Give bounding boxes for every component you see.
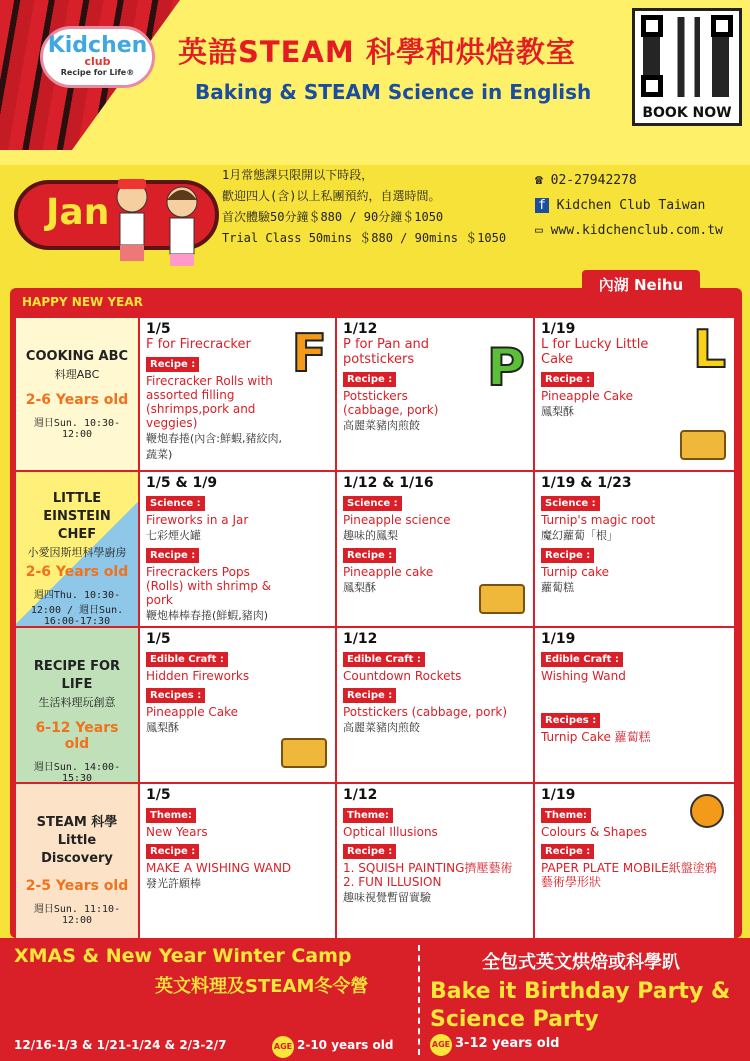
lesson-cell: [140, 628, 335, 782]
craft-text: Countdown Rockets: [343, 669, 462, 683]
lesson-date: 1/5: [146, 631, 171, 647]
class-time: 週日Sun. 14:00-15:30: [33, 762, 121, 782]
science-tag: Science :: [343, 496, 402, 511]
recipe-text: PAPER PLATE MOBILE紙盤塗鴉藝術學形狀: [541, 861, 717, 889]
science-zh: 趣味的鳳梨: [343, 529, 398, 542]
recipe-zh: 鳳梨酥: [343, 581, 376, 594]
recipe-text: Pineapple Cake: [541, 389, 634, 403]
info-line: 1月常態課只限開以下時段，: [222, 168, 374, 182]
lesson-date: 1/12: [343, 321, 378, 337]
qr-corner-icon: [641, 75, 663, 97]
recipe-text: Turnip cake: [541, 565, 610, 579]
phone-icon: ☎: [535, 173, 551, 188]
letter-f: F: [291, 324, 327, 384]
class-time: 週四Thu. 10:30-12:00 / 週日Sun. 16:00-17:30: [30, 590, 124, 626]
title-chinese: 英語STEAM 科學和烘焙教室: [178, 35, 576, 69]
craft-tag: Edible Craft :: [541, 652, 623, 667]
winter-camp-title: XMAS & New Year Winter Camp: [14, 945, 352, 967]
pineapple-cake-icon: [479, 584, 525, 614]
theme-text: Colours & Shapes: [541, 825, 648, 839]
recipe-zh: 鞭炮春捲(內含:鮮蝦,豬絞肉,蔬菜): [146, 432, 282, 461]
science-text: Turnip's magic root: [541, 513, 656, 527]
science-text: Pineapple science: [343, 513, 451, 527]
camp-age-text: 2-10 years old: [297, 1038, 394, 1052]
recipe-tag: Recipe :: [343, 844, 396, 859]
pineapple-cake-icon: [281, 738, 327, 768]
lesson-cell: [535, 318, 734, 470]
schedule-info: [222, 165, 506, 249]
lesson-date: 1/5: [146, 787, 171, 803]
theme-text: Optical Illusions: [343, 825, 438, 839]
info-line: 歡迎四人(含)以上私團預約，自選時間。: [222, 189, 441, 203]
lesson-cell: [337, 628, 533, 782]
science-zh: 魔幻蘿蔔「根」: [541, 529, 618, 542]
recipe-zh: 蘿蔔糕: [541, 581, 574, 594]
party-title-zh: 全包式英文烘焙或科學趴: [482, 952, 680, 973]
lesson-date: 1/19: [541, 787, 576, 803]
location-badge: 內湖 Neihu: [582, 270, 700, 300]
facebook-icon: f: [535, 198, 549, 213]
lesson-cell: [140, 318, 335, 470]
recipe-tag: Recipe :: [146, 844, 199, 859]
winter-camp-zh: 英文料理及STEAM冬令營: [155, 976, 369, 997]
website[interactable]: [535, 218, 723, 243]
recipe-tag: Recipe :: [146, 357, 199, 372]
class-name: COOKING ABC: [25, 349, 129, 364]
lesson-cell: [337, 472, 533, 626]
recipe-zh: 鳳梨酥: [541, 405, 574, 418]
lesson-cell: [140, 784, 335, 944]
recipe-tag: Recipe :: [343, 548, 396, 563]
craft-tag: Edible Craft :: [146, 652, 228, 667]
lesson-date: 1/19: [541, 321, 576, 337]
class-name-zh: 料理ABC: [54, 368, 100, 381]
class-cooking-abc: [16, 318, 138, 470]
theme-tag: Theme:: [146, 808, 196, 823]
boy-chef-illustration: [110, 175, 155, 265]
craft-text: Wishing Wand: [541, 669, 626, 683]
class-little-discovery: [16, 784, 138, 944]
info-line: Trial Class 50mins ＄880 / 90mins ＄1050: [222, 231, 507, 245]
lesson-cell: [535, 472, 734, 626]
qr-corner-icon: [641, 15, 663, 37]
theme-tag: Theme:: [541, 808, 591, 823]
class-name-zh: 生活料理玩創意: [38, 696, 116, 709]
recipe-zh: 發光許願棒: [146, 877, 201, 890]
book-now-label: BOOK NOW: [642, 105, 732, 121]
qr-corner-icon: [711, 15, 733, 37]
recipe-tag: Recipe :: [146, 548, 199, 563]
facebook[interactable]: [535, 193, 723, 218]
info-line: 首次體驗50分鐘＄880 / 90分鐘＄1050: [222, 210, 444, 224]
science-tag: Science :: [541, 496, 600, 511]
recipe-text: Pineapple cake: [343, 565, 434, 579]
month-label: Jan: [46, 192, 110, 233]
party-age-text: 3-12 years old: [455, 1036, 560, 1051]
lesson-date: 1/5 & 1/9: [146, 475, 218, 491]
paint-palette-icon: [690, 794, 724, 828]
qr-code[interactable]: [632, 8, 742, 126]
recipe-text: MAKE A WISHING WAND: [146, 861, 292, 875]
recipe-text: Firecrackers Pops (Rolls) with shrimp & pork: [146, 565, 272, 607]
happy-new-year-banner: HAPPY NEW YEAR: [22, 295, 143, 309]
lesson-cell: [535, 628, 734, 782]
class-age: 6-12 Years old: [35, 720, 119, 752]
camp-age: [272, 1036, 393, 1058]
recipe-text: Firecracker Rolls with assorted filling (shrimps,pork and veggies): [146, 374, 273, 430]
lesson-cell: [337, 318, 533, 470]
website-url: www.kidchenclub.com.tw: [550, 223, 723, 238]
age-badge-icon: AGE: [272, 1036, 294, 1058]
lesson-date: 1/12: [343, 787, 378, 803]
class-name: LITTLE EINSTEIN CHEF: [43, 491, 111, 542]
class-age: 2-5 Years old: [25, 878, 129, 894]
logo-tagline: Recipe for Life®: [60, 68, 135, 77]
class-little-einstein: [16, 472, 138, 626]
kidchen-logo: [40, 26, 155, 88]
lesson-title: F for Firecracker: [146, 337, 251, 352]
class-time: 週日Sun. 10:30-12:00: [33, 418, 121, 440]
phone[interactable]: [535, 168, 723, 193]
recipe-zh: 鞭炮棒棒春捲(鮮蝦,豬肉): [146, 609, 269, 622]
recipe-text: Potstickers (cabbage, pork): [343, 389, 439, 417]
camp-dates: 12/16-1/3 & 1/21-1/24 & 2/3-2/7: [14, 1038, 227, 1052]
lesson-date: 1/5: [146, 321, 171, 337]
lesson-cell: [535, 784, 734, 944]
logo-name: Kidchen: [47, 33, 148, 58]
pineapple-cake-icon: [680, 430, 726, 460]
lesson-date: 1/19 & 1/23: [541, 475, 632, 491]
recipe-tag: Recipe :: [541, 844, 594, 859]
schedule-grid: [16, 318, 738, 944]
logo-club: club: [84, 55, 111, 68]
lesson-cell: [140, 472, 335, 626]
party-title-en: [430, 978, 730, 1034]
recipe-zh: 高麗菜豬肉煎餃: [343, 419, 420, 432]
title-english: Baking & STEAM Science in English: [195, 80, 592, 104]
lesson-title: P for Pan and potstickers: [343, 337, 430, 367]
lesson-date: 1/19: [541, 631, 576, 647]
party-line: Bake it Birthday Party &: [430, 979, 731, 1004]
recipe-zh: 趣味視覺暫留實驗: [343, 891, 431, 904]
science-tag: Science :: [146, 496, 205, 511]
party-age: [430, 1034, 560, 1056]
science-text: Fireworks in a Jar: [146, 513, 249, 527]
class-time: 週日Sun. 11:10-12:00: [33, 904, 121, 926]
class-age: 2-6 Years old: [25, 392, 129, 408]
recipe-text: Potstickers (cabbage, pork): [343, 705, 508, 719]
recipe-text: 1. SQUISH PAINTING擠壓藝術 2. FUN ILLUSION: [343, 861, 513, 889]
lesson-date: 1/12 & 1/16: [343, 475, 434, 491]
web-icon: ▭: [535, 223, 551, 238]
lesson-title: L for Lucky Little Cake: [541, 337, 649, 367]
facebook-name: Kidchen Club Taiwan: [556, 198, 706, 213]
theme-tag: Theme:: [343, 808, 393, 823]
party-line: Science Party: [430, 1007, 599, 1032]
footer-divider: [418, 945, 420, 1055]
recipe-text: Turnip Cake 蘿蔔糕: [541, 730, 651, 744]
class-recipe-for-life: [16, 628, 138, 782]
phone-number: 02-27942278: [550, 173, 637, 188]
letter-l: L: [692, 320, 726, 380]
recipe-tag: Recipe :: [343, 372, 396, 387]
class-age: 2-6 Years old: [25, 564, 129, 580]
age-badge-icon: AGE: [430, 1034, 452, 1056]
recipe-tag: Recipe :: [541, 372, 594, 387]
recipe-zh: 鳳梨酥: [146, 721, 179, 734]
craft-tag: Edible Craft :: [343, 652, 425, 667]
class-name-zh: 小愛因斯坦科學廚房: [27, 546, 127, 559]
class-name: STEAM 科學 Little Discovery: [36, 815, 118, 866]
theme-text: New Years: [146, 825, 208, 839]
science-zh: 七彩煙火罐: [146, 529, 201, 542]
class-name: RECIPE FOR LIFE: [33, 659, 121, 692]
recipe-tag: Recipe :: [343, 688, 396, 703]
recipe-tag: Recipes :: [146, 688, 205, 703]
craft-text: Hidden Fireworks: [146, 669, 250, 683]
recipe-text: Pineapple Cake: [146, 705, 239, 719]
recipe-tag: Recipe :: [541, 548, 594, 563]
girl-chef-illustration: [160, 180, 205, 270]
contact-info: [535, 168, 723, 243]
letter-p: P: [486, 338, 525, 398]
recipe-zh: 高麗菜豬肉煎餃: [343, 721, 420, 734]
lesson-date: 1/12: [343, 631, 378, 647]
recipe-tag: Recipes :: [541, 713, 600, 728]
lesson-cell: [337, 784, 533, 944]
